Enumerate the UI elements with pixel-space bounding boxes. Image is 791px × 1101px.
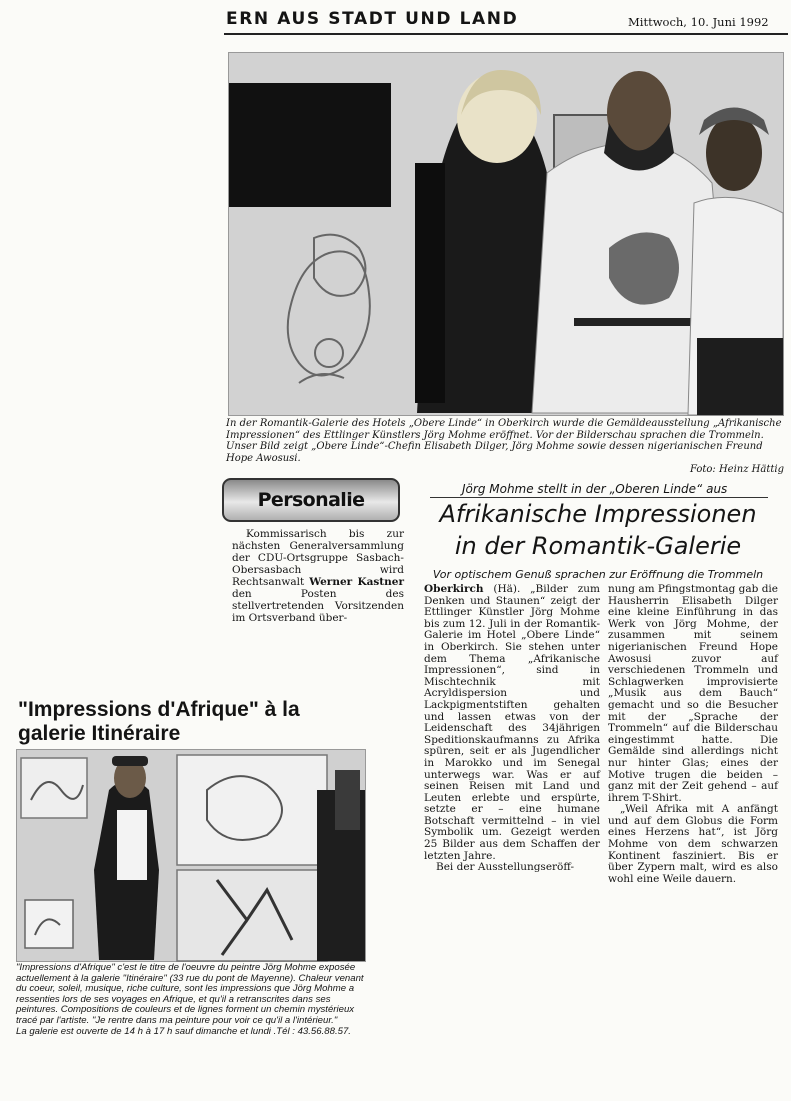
article-kicker: Jörg Mohme stellt in der „Oberen Linde“ aus [462, 482, 728, 496]
french-caption [16, 963, 372, 1037]
issue-date: Mittwoch, 10. Juni 1992 [628, 15, 769, 29]
headline-line-2: in der Romantik-Galerie [454, 532, 742, 560]
article-column-2 [608, 584, 778, 885]
main-photo-caption [226, 418, 784, 476]
article-paragraph: Bei der Ausstellungseröff- [436, 861, 575, 874]
photo-credit: Foto: Heinz Hättig [689, 464, 784, 475]
personalie-name: Werner Kastner [309, 576, 404, 588]
article-headline [420, 498, 776, 562]
article-paragraph [424, 584, 600, 862]
main-photo-graphic [229, 53, 783, 415]
personalie-text [232, 528, 404, 624]
section-title: ERN AUS STADT UND LAND [226, 9, 519, 29]
article-paragraph: nung am Pfingstmontag gab die Hausherrin Elisabeth Dilger eine kleine Einführung in das Werk von Jörg Mohme, der zusammen mit seinem nigerianischen Freund Hope Awosusi zuvor auf verschiedenen Trommeln und Schlagwerken improvisierte „Musik aus dem Bauch“ gemacht und so die Besucher mit der „Sprache der Trommeln“ auf die Bilderschau eingestimmt hatte. Die Gemälde sind allerdings nicht nur hinter Glas; eines der Motive trugen die beiden – ganz mit der Zeit gehend – auf ihrem T-Shirt. [608, 583, 778, 804]
personalie-text-before: Kommissarisch bis zur nächsten Generalversammlung der CDU-Ortsgruppe Sasbach-Obersasbach wird Rechtsanwalt [232, 528, 404, 588]
french-caption-text: "Impressions d'Afrique" c'est le titre de l'oeuvre du peintre Jörg Mohme exposée actuellement à la galerie "Itinéraire" (33 rue du pont de Mayenne). Chaleur venant du coeur, soleil, musique, riche culture, sont les impressions que Jörg Mohme a ressenties lors de ses voyages en Afrique, et qu'il a retranscrites dans ses peintures. Compositions de couleurs et de lignes forment un chemin mystérieux tracé par l'artiste. "Je rentre dans ma peinture pour voir ce qu'il a l'intérieur." [16, 962, 364, 1026]
main-photo [228, 52, 784, 416]
article-dateline: Oberkirch [424, 583, 484, 595]
article-subhead: Vor optischem Genuß sprachen zur Eröffnung die Trommeln [432, 568, 764, 581]
article-paragraph: „Weil Afrika mit A anfängt und auf dem Globus die Form eines Herzens hat“, ist Jörg Mohme von dem schwarzen Kontinent fasziniert. Bis er über Zypern malt, wird es also wohl eine Weile dauern. [608, 803, 778, 885]
gallery-hours: La galerie est ouverte de 14 h à 17 h sauf dimanche et lundi .Tél : 43.56.88.57. [16, 1025, 351, 1037]
personalie-badge-label: Personalie [257, 489, 365, 511]
french-headline: "Impressions d'Afrique" à la galerie Itinéraire [18, 698, 300, 745]
caption-text: In der Romantik-Galerie des Hotels „Obere Linde“ in Oberkirch wurde die Gemäldeausstellung „Afrikanische Impressionen“ des Ettlinger Künstlers Jörg Mohme eröffnet. Vor der Bilderschau sprachen die Trommeln. Unser Bild zeigt „Obere Linde“-Chefin Elisabeth Dilger, Jörg Mohme sowie dessen nigerianischen Freund Hope Awosusi. [226, 418, 782, 464]
article-column-1 [424, 584, 600, 874]
article-lead-text: (Hä). „Bilder zum Denken und Staunen“ zeigt der Ettlinger Künstler Jörg Mohme bis zum 12. Juli in der Romantik-Galerie im Hotel „Obere Linde“ in Oberkirch. Sie stehen unter dem Thema „Afrikanische Impressionen“, sind in Mischtechnik mit Acryldispersion und Lackpigmentstiften gehalten und lassen etwas von der Leidenschaft des 34jährigen Speditionskaufmanns zu Afrika spüren, seit er als Jugendlicher in Marokko und im Senegal unterwegs war. Was er auf seinen Reisen mit Land und Leuten erlebte und erspürte, setzte er – eine humane Botschaft vermittelnd – in viel Symbolik um. Gezeigt werden 25 Bilder aus dem Schaffen der letzten Jahre. [424, 583, 600, 862]
personalie-text-after: den Posten des stellvertretenden Vorsitzenden im Ortsverband über- [232, 588, 404, 624]
french-photo [16, 749, 366, 962]
masthead-rule [224, 33, 788, 35]
personalie-badge [222, 478, 400, 522]
french-photo-graphic [17, 750, 365, 961]
headline-line-1: Afrikanische Impressionen [439, 500, 757, 528]
